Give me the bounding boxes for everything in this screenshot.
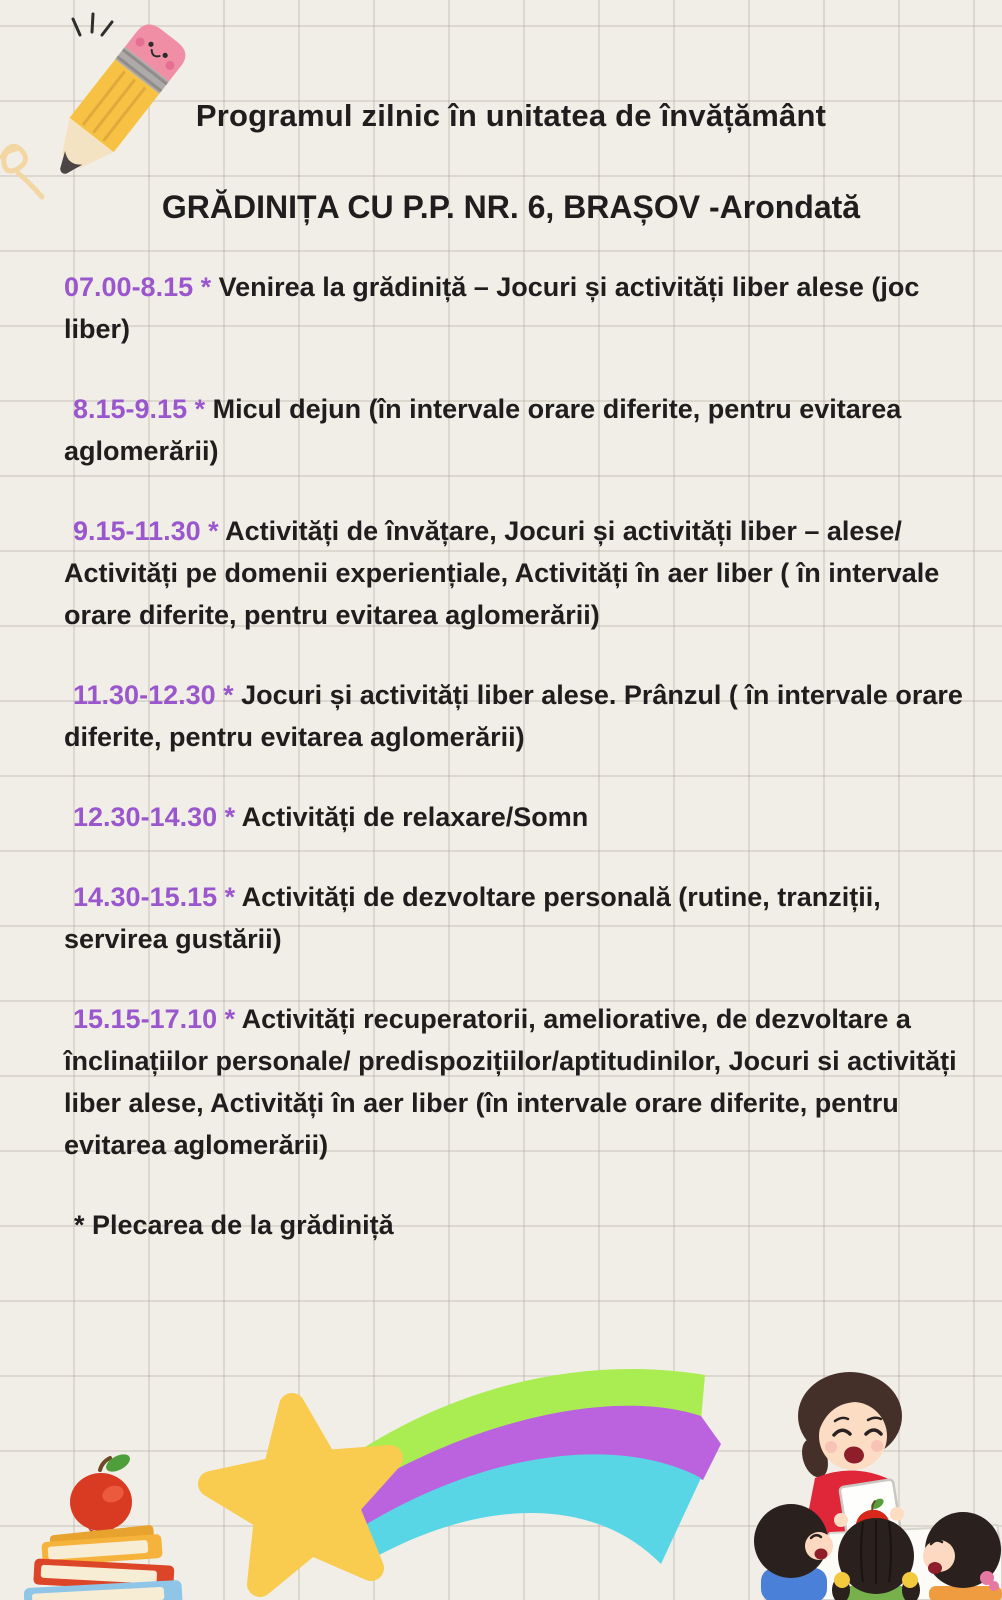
book-stack-icon bbox=[24, 1525, 183, 1600]
entry-time: 14.30-15.15 * bbox=[73, 882, 242, 912]
entry-time: 15.15-17.10 * bbox=[73, 1004, 242, 1034]
entry-text: Activități de învățare, Jocuri și activități liber – alese/ Activități pe domenii experiențiale, Activități în aer liber ( în intervale orare diferite, pentru evitarea aglomerării) bbox=[64, 516, 947, 630]
star-shape bbox=[211, 1406, 390, 1584]
apple-icon bbox=[70, 1451, 133, 1538]
entry-time: 9.15-11.30 * bbox=[73, 516, 226, 546]
entry-time: 8.15-9.15 * bbox=[73, 394, 213, 424]
entry-text: Activități de dezvoltare personală (rutine, tranziții, servirea gustării) bbox=[64, 882, 889, 954]
entry-text: Venirea la grădiniță – Jocuri și activități liber alese (joc liber) bbox=[64, 272, 927, 344]
schedule-footnote: * Plecarea de la grădiniță bbox=[74, 1210, 394, 1240]
page-title: Programul zilnic în unitatea de învățământ bbox=[195, 98, 827, 133]
schedule-entry bbox=[64, 876, 964, 960]
schedule-entry bbox=[64, 998, 964, 1166]
page-subtitle: GRĂDINIȚA CU P.P. NR. 6, BRAȘOV -Arondată bbox=[161, 189, 861, 225]
teacher-with-children-icon bbox=[735, 1328, 1002, 1600]
schedule-entry bbox=[64, 388, 964, 472]
shooting-star-icon bbox=[165, 1330, 730, 1600]
entry-text: Activități de relaxare/Somn bbox=[241, 802, 589, 832]
schedule-entry bbox=[64, 796, 964, 838]
schedule-entries bbox=[64, 266, 971, 1166]
child-girl-right-figure bbox=[923, 1512, 1002, 1600]
entry-text: Jocuri și activități liber alese. Prânzul ( în intervale orare diferite, pentru evitarea aglomerării) bbox=[64, 680, 971, 752]
schedule-list bbox=[0, 266, 1002, 1246]
sparkle-lines-icon bbox=[73, 14, 112, 35]
entry-time: 07.00-8.15 * bbox=[64, 272, 219, 302]
squiggle-icon bbox=[2, 146, 42, 197]
schedule-entry bbox=[64, 674, 971, 758]
entry-time: 11.30-12.30 * bbox=[73, 680, 242, 710]
entry-time: 12.30-14.30 * bbox=[73, 802, 242, 832]
schedule-entry bbox=[64, 266, 964, 350]
apple-on-books-icon bbox=[8, 1450, 188, 1600]
entry-text: Activități recuperatorii, ameliorative, de dezvoltare a înclinațiilor personale/ predispozițiilor/aptitudinilor, Jocuri si activități liber alese, Activități în aer liber (în intervale orare diferite, pentru evitarea aglomerării) bbox=[64, 1004, 965, 1160]
schedule-entry bbox=[64, 510, 964, 636]
entry-text: Micul dejun (în intervale orare diferite, pentru evitarea aglomerării) bbox=[64, 394, 909, 466]
